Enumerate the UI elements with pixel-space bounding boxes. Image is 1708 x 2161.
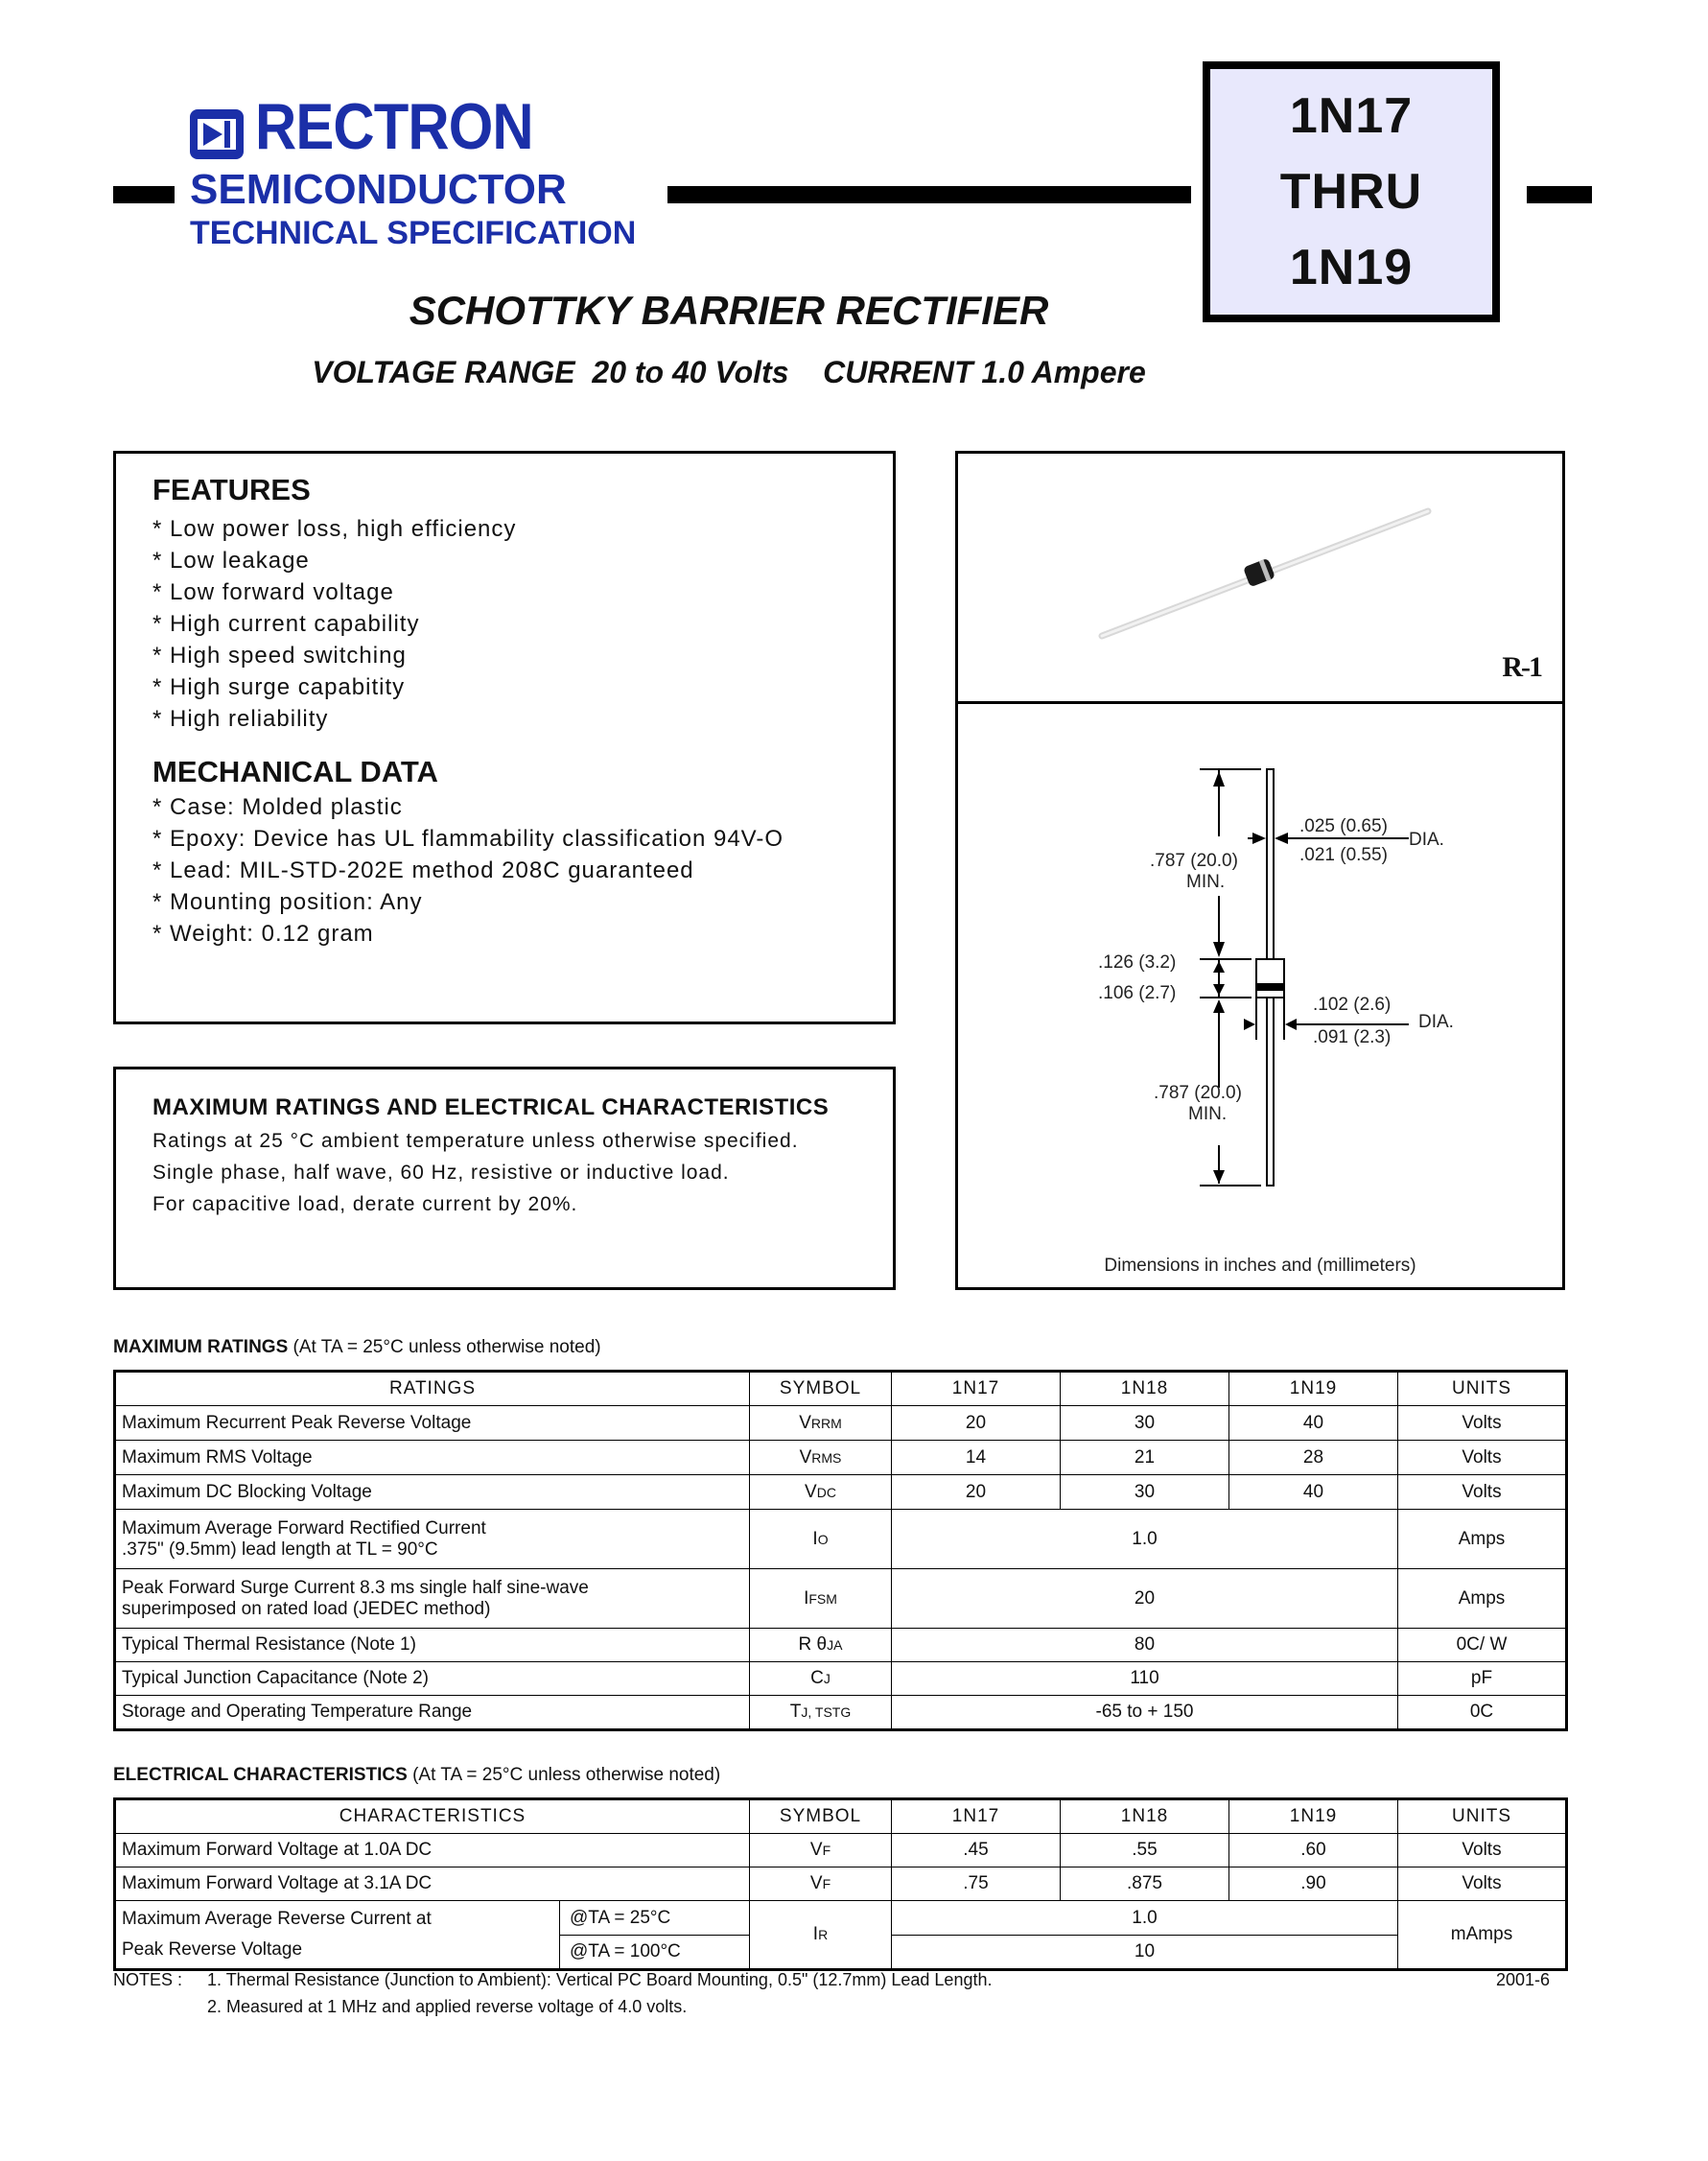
mechanical-item: * Lead: MIL-STD-202E method 208C guaranteed: [152, 857, 694, 883]
symbol-main: I: [804, 1587, 809, 1609]
electrical-label-bold: ELECTRICAL CHARACTERISTICS: [113, 1765, 408, 1785]
symbol-main: C: [810, 1668, 824, 1688]
mechanical-item: * Case: Molded plastic: [152, 794, 403, 820]
symbol-cell: [750, 1834, 892, 1867]
unit-cell: Volts: [1398, 1867, 1567, 1901]
symbol-main: T: [789, 1702, 802, 1722]
max-ratings-label-note: (At TA = 25°C unless otherwise noted): [288, 1337, 601, 1357]
symbol-sub: JA: [827, 1637, 843, 1653]
electrical-table: [113, 1797, 1568, 1971]
unit-cell: pF: [1398, 1662, 1567, 1696]
value-cell: 30: [1061, 1475, 1229, 1510]
document-date: 2001-6: [1496, 1970, 1551, 1989]
value-cell: 10: [892, 1936, 1398, 1970]
table-row: [115, 1867, 1567, 1901]
part-number-box: [1203, 61, 1500, 322]
param-cell: Maximum DC Blocking Voltage: [115, 1475, 750, 1510]
mechanical-item: * Mounting position: Any: [152, 889, 423, 915]
features-list: [152, 513, 516, 735]
header-rule-left: [113, 186, 175, 203]
condition-cell: @TA = 25°C: [560, 1901, 750, 1936]
value-cell: 20: [892, 1569, 1398, 1629]
rectron-logo-icon: [188, 107, 246, 161]
feature-item: * High surge capabitity: [152, 674, 406, 700]
body-length-max: .126 (3.2): [1098, 952, 1177, 973]
max-ratings-label: [113, 1337, 601, 1358]
symbol-sub: RRM: [810, 1415, 842, 1431]
symbol-main: V: [805, 1481, 817, 1502]
table-row: [115, 1629, 1567, 1662]
mechanical-item: * Weight: 0.12 gram: [152, 921, 374, 947]
part-number-end: 1N19: [1289, 239, 1414, 295]
note-2: 2. Measured at 1 MHz and applied reverse voltage of 4.0 volts.: [207, 1997, 688, 2016]
lead-length-bottom-min: MIN.: [1188, 1104, 1228, 1124]
body-dia-max: .102 (2.6): [1313, 995, 1392, 1015]
param-line: Peak Forward Surge Current 8.3 ms single half sine-wave: [122, 1577, 589, 1598]
value-cell: 21: [1061, 1441, 1229, 1475]
param-line: .375" (9.5mm) lead length at TL = 90°C: [122, 1539, 438, 1560]
dimensions-caption: Dimensions in inches and (millimeters): [1104, 1256, 1416, 1276]
value-cell: 1.0: [892, 1901, 1398, 1936]
param-cell: Maximum Recurrent Peak Reverse Voltage: [115, 1406, 750, 1441]
param-cell: Typical Junction Capacitance (Note 2): [115, 1662, 750, 1696]
value-cell: 14: [892, 1441, 1061, 1475]
ratings-info-line: For capacitive load, derate current by 20%.: [152, 1193, 578, 1215]
unit-cell: Volts: [1398, 1834, 1567, 1867]
symbol-sub: J: [823, 1671, 831, 1686]
table-row: [115, 1696, 1567, 1730]
dimension-drawing-box: [955, 701, 1565, 1290]
param-cell: [115, 1569, 750, 1629]
symbol-main: V: [809, 1840, 823, 1860]
table-row: [115, 1475, 1567, 1510]
value-cell: -65 to + 150: [892, 1696, 1398, 1730]
symbol-cell: [750, 1406, 892, 1441]
unit-cell: 0C: [1398, 1696, 1567, 1730]
table-row: [115, 1662, 1567, 1696]
ratings-info-heading: MAXIMUM RATINGS AND ELECTRICAL CHARACTERISTICS: [152, 1094, 830, 1120]
max-ratings-label-bold: MAXIMUM RATINGS: [113, 1337, 289, 1357]
header-cell: UNITS: [1398, 1372, 1567, 1406]
unit-cell: Amps: [1398, 1510, 1567, 1569]
ratings-info-box: [113, 1067, 896, 1290]
table-row: [115, 1834, 1567, 1867]
table-row: [115, 1901, 1567, 1936]
symbol-cell: [750, 1901, 892, 1970]
header-cell: 1N19: [1229, 1799, 1398, 1834]
table-header-row: [115, 1799, 1567, 1834]
body-dia-label: DIA.: [1418, 1012, 1454, 1032]
symbol-sub: R: [818, 1927, 829, 1942]
symbol-main: R θ: [798, 1634, 828, 1655]
header-cell: UNITS: [1398, 1799, 1567, 1834]
package-photo-box: [955, 451, 1565, 704]
header-cell: 1N18: [1061, 1799, 1229, 1834]
param-line: Peak Reverse Voltage: [122, 1939, 303, 1960]
symbol-cell: [750, 1510, 892, 1569]
header-cell: SYMBOL: [750, 1372, 892, 1406]
header-cell: RATINGS: [115, 1372, 750, 1406]
param-cell: Maximum Forward Voltage at 3.1A DC: [115, 1867, 750, 1901]
symbol-main: I: [812, 1924, 819, 1944]
lead-dia-max: .025 (0.65): [1299, 816, 1388, 836]
diode-outline-drawing: [958, 704, 1562, 1241]
unit-cell: Amps: [1398, 1569, 1567, 1629]
mechanical-list: [152, 791, 784, 950]
lead-length-bottom: .787 (20.0): [1154, 1083, 1242, 1103]
symbol-sub: F: [822, 1843, 831, 1858]
symbol-main: I: [812, 1528, 818, 1549]
table-row: [115, 1406, 1567, 1441]
symbol-cell: [750, 1629, 892, 1662]
document-title: SCHOTTKY BARRIER RECTIFIER: [409, 288, 1049, 333]
table-row: [115, 1569, 1567, 1629]
header-cell: SYMBOL: [750, 1799, 892, 1834]
diode-photo-icon: [1092, 502, 1438, 646]
value-cell: .60: [1229, 1834, 1398, 1867]
value-cell: 80: [892, 1629, 1398, 1662]
notes-label: NOTES :: [113, 1970, 183, 1989]
unit-cell: Volts: [1398, 1441, 1567, 1475]
value-cell: 20: [892, 1475, 1061, 1510]
param-line: Maximum Average Reverse Current at: [122, 1909, 432, 1929]
electrical-label-note: (At TA = 25°C unless otherwise noted): [407, 1765, 721, 1785]
brand-tech-spec: TECHNICAL SPECIFICATION: [190, 215, 637, 251]
header-cell: 1N17: [892, 1799, 1061, 1834]
unit-cell: Volts: [1398, 1475, 1567, 1510]
lead-dia-label: DIA.: [1409, 830, 1444, 850]
symbol-sub: FSM: [808, 1590, 837, 1607]
unit-cell: mAmps: [1398, 1901, 1567, 1970]
symbol-sub: F: [822, 1876, 831, 1891]
lead-length-top-min: MIN.: [1186, 872, 1226, 892]
symbol-main: V: [799, 1446, 812, 1468]
value-cell: .75: [892, 1867, 1061, 1901]
feature-item: * Low forward voltage: [152, 579, 394, 605]
electrical-label: [113, 1765, 720, 1786]
ratings-info-line: Single phase, half wave, 60 Hz, resistive or inductive load.: [152, 1162, 730, 1184]
header-rule-right: [1527, 186, 1592, 203]
table-row: [115, 1441, 1567, 1475]
param-cell: Typical Thermal Resistance (Note 1): [115, 1629, 750, 1662]
param-cell: Maximum RMS Voltage: [115, 1441, 750, 1475]
part-number-start: 1N17: [1289, 88, 1414, 145]
value-cell: 28: [1229, 1441, 1398, 1475]
value-cell: 110: [892, 1662, 1398, 1696]
condition-cell: @TA = 100°C: [560, 1936, 750, 1970]
ratings-info-line: Ratings at 25 °C ambient temperature unless otherwise specified.: [152, 1130, 799, 1152]
brand-semiconductor: SEMICONDUCTOR: [190, 166, 567, 213]
header-cell: CHARACTERISTICS: [115, 1799, 750, 1834]
table-header-row: [115, 1372, 1567, 1406]
symbol-cell: [750, 1662, 892, 1696]
value-cell: .55: [1061, 1834, 1229, 1867]
symbol-cell: [750, 1867, 892, 1901]
lead-length-top: .787 (20.0): [1150, 851, 1238, 871]
value-cell: .45: [892, 1834, 1061, 1867]
document-subtitle: VOLTAGE RANGE 20 to 40 Volts CURRENT 1.0 Ampere: [312, 355, 1146, 389]
param-line: superimposed on rated load (JEDEC method): [122, 1598, 491, 1619]
feature-item: * Low power loss, high efficiency: [152, 516, 517, 542]
symbol-main: V: [799, 1412, 811, 1433]
value-cell: 40: [1229, 1475, 1398, 1510]
symbol-cell: [750, 1441, 892, 1475]
features-heading: FEATURES: [152, 473, 311, 506]
value-cell: 20: [892, 1406, 1061, 1441]
features-box: [113, 451, 896, 1024]
mechanical-heading: MECHANICAL DATA: [152, 755, 438, 788]
value-cell: .875: [1061, 1867, 1229, 1901]
param-cell: [115, 1901, 560, 1970]
feature-item: * High speed switching: [152, 643, 407, 669]
max-ratings-table: [113, 1370, 1568, 1731]
symbol-sub: RMS: [811, 1449, 842, 1466]
symbol-cell: [750, 1696, 892, 1730]
param-cell: [115, 1510, 750, 1569]
body-length-min: .106 (2.7): [1098, 983, 1177, 1003]
body-dia-min: .091 (2.3): [1313, 1027, 1392, 1047]
value-cell: .90: [1229, 1867, 1398, 1901]
feature-item: * High current capability: [152, 611, 420, 637]
header-cell: 1N19: [1229, 1372, 1398, 1406]
symbol-sub: J, TSTG: [801, 1704, 852, 1720]
symbol-sub: DC: [816, 1484, 836, 1500]
symbol-cell: [750, 1569, 892, 1629]
mechanical-item: * Epoxy: Device has UL flammability classification 94V-O: [152, 826, 784, 852]
table-row: [115, 1510, 1567, 1569]
param-line: Maximum Average Forward Rectified Current: [122, 1517, 486, 1539]
symbol-main: V: [809, 1873, 823, 1893]
feature-item: * High reliability: [152, 706, 329, 732]
header-rule-middle: [667, 186, 1191, 203]
package-code: R-1: [1502, 651, 1541, 683]
feature-item: * Low leakage: [152, 548, 310, 574]
param-cell: Storage and Operating Temperature Range: [115, 1696, 750, 1730]
symbol-cell: [750, 1475, 892, 1510]
header-cell: 1N17: [892, 1372, 1061, 1406]
value-cell: 30: [1061, 1406, 1229, 1441]
unit-cell: Volts: [1398, 1406, 1567, 1441]
value-cell: 1.0: [892, 1510, 1398, 1569]
symbol-sub: O: [817, 1531, 829, 1547]
lead-dia-min: .021 (0.55): [1299, 845, 1388, 865]
header-cell: 1N18: [1061, 1372, 1229, 1406]
part-number-thru: THRU: [1279, 163, 1423, 220]
param-cell: Maximum Forward Voltage at 1.0A DC: [115, 1834, 750, 1867]
note-1: 1. Thermal Resistance (Junction to Ambient): Vertical PC Board Mounting, 0.5" (12.7mm) Lead Length.: [207, 1970, 993, 1989]
brand-name: RECTRON: [255, 90, 533, 163]
value-cell: 40: [1229, 1406, 1398, 1441]
unit-cell: 0C/ W: [1398, 1629, 1567, 1662]
